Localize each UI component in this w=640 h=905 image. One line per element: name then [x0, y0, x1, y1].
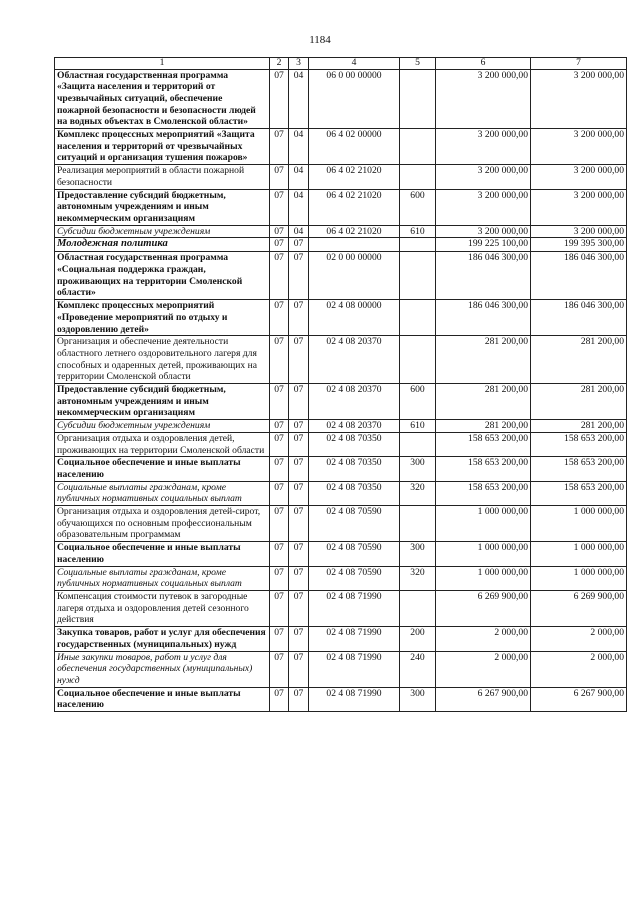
- cell-name: Комплекс процессных мероприятий «Проведение мероприятий по отдыху и оздоровлению детей»: [55, 300, 270, 336]
- cell-subsection: 04: [289, 69, 309, 129]
- cell-expense-type: 610: [400, 225, 436, 238]
- cell-amount-year-1: 3 200 000,00: [436, 189, 531, 225]
- cell-amount-year-1: 158 653 200,00: [436, 481, 531, 505]
- cell-expense-type: [400, 238, 436, 252]
- cell-expense-type: [400, 506, 436, 542]
- cell-target-article: 06 4 02 00000: [309, 129, 400, 165]
- cell-amount-year-2: 2 000,00: [531, 627, 627, 651]
- cell-amount-year-2: 199 395 300,00: [531, 238, 627, 252]
- cell-target-article: 02 4 08 00000: [309, 300, 400, 336]
- cell-amount-year-2: 186 046 300,00: [531, 300, 627, 336]
- table-body: [55, 69, 627, 711]
- cell-name: Социальное обеспечение и иные выплаты населению: [55, 542, 270, 566]
- cell-target-article: 06 4 02 21020: [309, 225, 400, 238]
- cell-amount-year-1: 1 000 000,00: [436, 542, 531, 566]
- cell-expense-type: [400, 591, 436, 627]
- cell-expense-type: 200: [400, 627, 436, 651]
- cell-amount-year-2: 3 200 000,00: [531, 69, 627, 129]
- cell-expense-type: 320: [400, 481, 436, 505]
- cell-amount-year-2: 2 000,00: [531, 651, 627, 687]
- cell-expense-type: [400, 300, 436, 336]
- cell-amount-year-2: 3 200 000,00: [531, 129, 627, 165]
- table-row: [55, 384, 627, 420]
- cell-amount-year-2: 158 653 200,00: [531, 432, 627, 456]
- table-row: [55, 566, 627, 590]
- cell-target-article: 02 4 08 20370: [309, 336, 400, 384]
- page-number: 1184: [309, 34, 331, 46]
- cell-expense-type: [400, 336, 436, 384]
- cell-amount-year-2: 6 267 900,00: [531, 687, 627, 711]
- cell-name: Социальные выплаты гражданам, кроме публичных нормативных социальных выплат: [55, 481, 270, 505]
- cell-expense-type: 600: [400, 189, 436, 225]
- cell-amount-year-1: 281 200,00: [436, 420, 531, 433]
- cell-subsection: 04: [289, 129, 309, 165]
- cell-expense-type: [400, 165, 436, 189]
- table-row: [55, 457, 627, 481]
- cell-expense-type: 240: [400, 651, 436, 687]
- cell-subsection: 04: [289, 189, 309, 225]
- cell-subsection: 07: [289, 506, 309, 542]
- cell-section: 07: [270, 238, 289, 252]
- column-header-subsection: 3: [289, 58, 309, 70]
- cell-amount-year-2: 3 200 000,00: [531, 165, 627, 189]
- cell-amount-year-1: 1 000 000,00: [436, 566, 531, 590]
- cell-section: 07: [270, 189, 289, 225]
- cell-target-article: 02 4 08 20370: [309, 420, 400, 433]
- table-row: [55, 687, 627, 711]
- cell-section: 07: [270, 687, 289, 711]
- cell-subsection: 07: [289, 420, 309, 433]
- cell-name: Молодежная политика: [55, 238, 270, 252]
- cell-target-article: [309, 238, 400, 252]
- cell-subsection: 07: [289, 457, 309, 481]
- cell-target-article: 02 4 08 70350: [309, 481, 400, 505]
- cell-amount-year-1: 281 200,00: [436, 384, 531, 420]
- cell-amount-year-1: 186 046 300,00: [436, 300, 531, 336]
- cell-amount-year-1: 3 200 000,00: [436, 129, 531, 165]
- cell-target-article: 02 4 08 71990: [309, 627, 400, 651]
- cell-amount-year-1: 158 653 200,00: [436, 432, 531, 456]
- column-header-target-article: 4: [309, 58, 400, 70]
- cell-expense-type: 600: [400, 384, 436, 420]
- column-header-amount-year-2: 7: [531, 58, 627, 70]
- cell-subsection: 07: [289, 336, 309, 384]
- cell-section: 07: [270, 420, 289, 433]
- cell-subsection: 07: [289, 384, 309, 420]
- cell-name: Субсидии бюджетным учреждениям: [55, 420, 270, 433]
- cell-expense-type: 300: [400, 687, 436, 711]
- cell-subsection: 07: [289, 591, 309, 627]
- cell-expense-type: [400, 129, 436, 165]
- cell-section: 07: [270, 481, 289, 505]
- cell-subsection: 07: [289, 252, 309, 300]
- cell-section: 07: [270, 165, 289, 189]
- cell-section: 07: [270, 252, 289, 300]
- cell-target-article: 02 4 08 70350: [309, 457, 400, 481]
- cell-expense-type: [400, 69, 436, 129]
- cell-section: 07: [270, 591, 289, 627]
- cell-amount-year-2: 158 653 200,00: [531, 457, 627, 481]
- cell-expense-type: 610: [400, 420, 436, 433]
- cell-amount-year-2: 281 200,00: [531, 420, 627, 433]
- cell-target-article: 02 4 08 70590: [309, 566, 400, 590]
- cell-amount-year-1: 1 000 000,00: [436, 506, 531, 542]
- cell-amount-year-2: 281 200,00: [531, 336, 627, 384]
- table-row: [55, 69, 627, 129]
- cell-amount-year-2: 186 046 300,00: [531, 252, 627, 300]
- cell-expense-type: 300: [400, 542, 436, 566]
- cell-section: 07: [270, 542, 289, 566]
- table-row: [55, 238, 627, 252]
- cell-subsection: 07: [289, 542, 309, 566]
- cell-subsection: 04: [289, 225, 309, 238]
- cell-target-article: 02 4 08 71990: [309, 651, 400, 687]
- cell-amount-year-1: 3 200 000,00: [436, 165, 531, 189]
- column-header-name: 1: [55, 58, 270, 70]
- cell-name: Организация отдыха и оздоровления детей, проживающих на территории Смоленской области: [55, 432, 270, 456]
- cell-section: 07: [270, 384, 289, 420]
- cell-subsection: 07: [289, 481, 309, 505]
- cell-amount-year-2: 1 000 000,00: [531, 506, 627, 542]
- cell-target-article: 06 4 02 21020: [309, 165, 400, 189]
- table-row: [55, 336, 627, 384]
- cell-target-article: 02 4 08 71990: [309, 687, 400, 711]
- table-row: [55, 506, 627, 542]
- cell-section: 07: [270, 336, 289, 384]
- cell-amount-year-1: 158 653 200,00: [436, 457, 531, 481]
- cell-target-article: 02 4 08 20370: [309, 384, 400, 420]
- cell-subsection: 07: [289, 627, 309, 651]
- cell-expense-type: 320: [400, 566, 436, 590]
- cell-name: Комплекс процессных мероприятий «Защита населения и территорий от чрезвычайных ситуаций и организация тушения пожаров»: [55, 129, 270, 165]
- cell-expense-type: 300: [400, 457, 436, 481]
- cell-section: 07: [270, 627, 289, 651]
- cell-name: Социальные выплаты гражданам, кроме публичных нормативных социальных выплат: [55, 566, 270, 590]
- table-row: [55, 627, 627, 651]
- cell-target-article: 02 4 08 70590: [309, 542, 400, 566]
- cell-amount-year-1: 6 269 900,00: [436, 591, 531, 627]
- cell-amount-year-2: 1 000 000,00: [531, 566, 627, 590]
- cell-amount-year-2: 281 200,00: [531, 384, 627, 420]
- table-row: [55, 542, 627, 566]
- table-row: [55, 591, 627, 627]
- cell-name: Областная государственная программа «Социальная поддержка граждан, проживающих на территории Смоленской области»: [55, 252, 270, 300]
- cell-target-article: 02 0 00 00000: [309, 252, 400, 300]
- table-row: [55, 252, 627, 300]
- cell-name: Социальное обеспечение и иные выплаты населению: [55, 457, 270, 481]
- cell-section: 07: [270, 457, 289, 481]
- cell-name: Компенсация стоимости путевок в загородные лагеря отдыха и оздоровления детей сезонного действия: [55, 591, 270, 627]
- cell-name: Предоставление субсидий бюджетным, автономным учреждениям и иным некоммерческим организациям: [55, 189, 270, 225]
- cell-section: 07: [270, 432, 289, 456]
- table-row: [55, 165, 627, 189]
- table-row: [55, 129, 627, 165]
- cell-subsection: 07: [289, 300, 309, 336]
- cell-target-article: 06 0 00 00000: [309, 69, 400, 129]
- cell-target-article: 02 4 08 71990: [309, 591, 400, 627]
- cell-expense-type: [400, 252, 436, 300]
- cell-amount-year-1: 6 267 900,00: [436, 687, 531, 711]
- cell-section: 07: [270, 69, 289, 129]
- cell-amount-year-1: 3 200 000,00: [436, 225, 531, 238]
- cell-section: 07: [270, 225, 289, 238]
- column-header-expense-type: 5: [400, 58, 436, 70]
- cell-name: Социальное обеспечение и иные выплаты населению: [55, 687, 270, 711]
- cell-amount-year-2: 158 653 200,00: [531, 481, 627, 505]
- cell-subsection: 07: [289, 432, 309, 456]
- table-row: [55, 651, 627, 687]
- column-header-section: 2: [270, 58, 289, 70]
- cell-subsection: 07: [289, 238, 309, 252]
- cell-amount-year-1: 3 200 000,00: [436, 69, 531, 129]
- cell-expense-type: [400, 432, 436, 456]
- cell-amount-year-2: 3 200 000,00: [531, 225, 627, 238]
- column-header-amount-year-1: 6: [436, 58, 531, 70]
- table-row: [55, 189, 627, 225]
- budget-table: [54, 57, 627, 712]
- cell-section: 07: [270, 300, 289, 336]
- cell-name: Предоставление субсидий бюджетным, автономным учреждениям и иным некоммерческим организациям: [55, 384, 270, 420]
- table-row: [55, 481, 627, 505]
- cell-section: 07: [270, 651, 289, 687]
- cell-target-article: 02 4 08 70350: [309, 432, 400, 456]
- cell-name: Реализация мероприятий в области пожарной безопасности: [55, 165, 270, 189]
- table-row: [55, 420, 627, 433]
- cell-section: 07: [270, 129, 289, 165]
- cell-amount-year-1: 281 200,00: [436, 336, 531, 384]
- cell-name: Закупка товаров, работ и услуг для обеспечения государственных (муниципальных) нужд: [55, 627, 270, 651]
- cell-subsection: 04: [289, 165, 309, 189]
- table-header-row: [55, 58, 627, 70]
- cell-subsection: 07: [289, 566, 309, 590]
- cell-target-article: 06 4 02 21020: [309, 189, 400, 225]
- cell-name: Областная государственная программа «Защита населения и территорий от чрезвычайных ситуаций, обеспечение пожарной безопасности и безопасности людей на водных объектах в Смоленской области»: [55, 69, 270, 129]
- cell-amount-year-2: 6 269 900,00: [531, 591, 627, 627]
- cell-amount-year-1: 2 000,00: [436, 651, 531, 687]
- cell-subsection: 07: [289, 651, 309, 687]
- cell-amount-year-2: 3 200 000,00: [531, 189, 627, 225]
- cell-amount-year-1: 199 225 100,00: [436, 238, 531, 252]
- table-row: [55, 432, 627, 456]
- cell-section: 07: [270, 506, 289, 542]
- cell-name: Организация отдыха и оздоровления детей-сирот, обучающихся по основным профессиональным образовательным программам: [55, 506, 270, 542]
- cell-name: Организация и обеспечение деятельности областного летнего оздоровительного лагеря для способных и одаренных детей, проживающих на территории Смоленской области: [55, 336, 270, 384]
- table-row: [55, 225, 627, 238]
- cell-amount-year-2: 1 000 000,00: [531, 542, 627, 566]
- cell-name: Иные закупки товаров, работ и услуг для обеспечения государственных (муниципальных) нужд: [55, 651, 270, 687]
- cell-amount-year-1: 186 046 300,00: [436, 252, 531, 300]
- table-row: [55, 300, 627, 336]
- cell-target-article: 02 4 08 70590: [309, 506, 400, 542]
- cell-subsection: 07: [289, 687, 309, 711]
- cell-name: Субсидии бюджетным учреждениям: [55, 225, 270, 238]
- cell-section: 07: [270, 566, 289, 590]
- cell-amount-year-1: 2 000,00: [436, 627, 531, 651]
